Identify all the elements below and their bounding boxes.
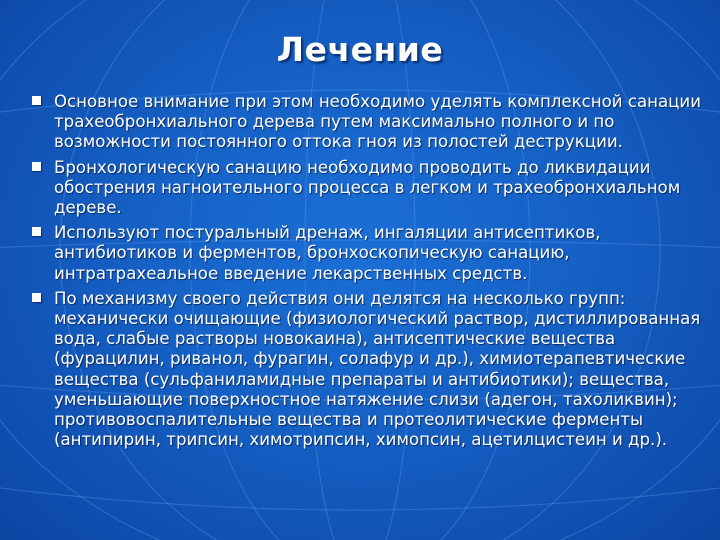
square-bullet-icon <box>32 227 41 236</box>
bullet-text: По механизму своего действия они делятся на несколько групп: механически очищающие (физиологический раствор, дистиллированная вода, слабые растворы новокаина), антисептические вещества (фурацилин, риванол, фурагин, солафур и др.), химиотерапевтические вещества (сульфаниламидные препараты и антибиотики); вещества, уменьшающие поверхностное натяжение слизи (адегон, тахоликвин); противовоспалительные вещества и протеолитические ферменты (антипирин, трипсин, химотрипсин, химопсин, ацетилцистеин и др.). <box>54 288 701 450</box>
bullet-text: Бронхологическую санацию необходимо проводить до ликвидации обострения нагноительного процесса в легком и трахеобронхиальном дереве. <box>54 157 681 218</box>
bullet-item <box>30 92 714 153</box>
square-bullet-icon <box>32 162 41 171</box>
square-bullet-icon <box>32 96 41 105</box>
bullet-item <box>30 158 714 219</box>
bullet-item <box>30 289 714 451</box>
bullet-text: Используют постуральный дренаж, ингаляции антисептиков, антибиотиков и ферментов, бронхоскопическую санацию, интратрахеальное введение лекарственных средств. <box>54 223 601 283</box>
bullet-text: Основное внимание при этом необходимо уделять комплексной санации трахеобронхиального дерева путем максимально полного и по возможности постоянного оттока гноя из полостей деструкции. <box>54 92 701 152</box>
square-bullet-icon <box>32 293 41 302</box>
bullet-list <box>30 92 714 455</box>
bullet-item <box>30 223 714 284</box>
slide-title: Лечение <box>276 30 444 69</box>
